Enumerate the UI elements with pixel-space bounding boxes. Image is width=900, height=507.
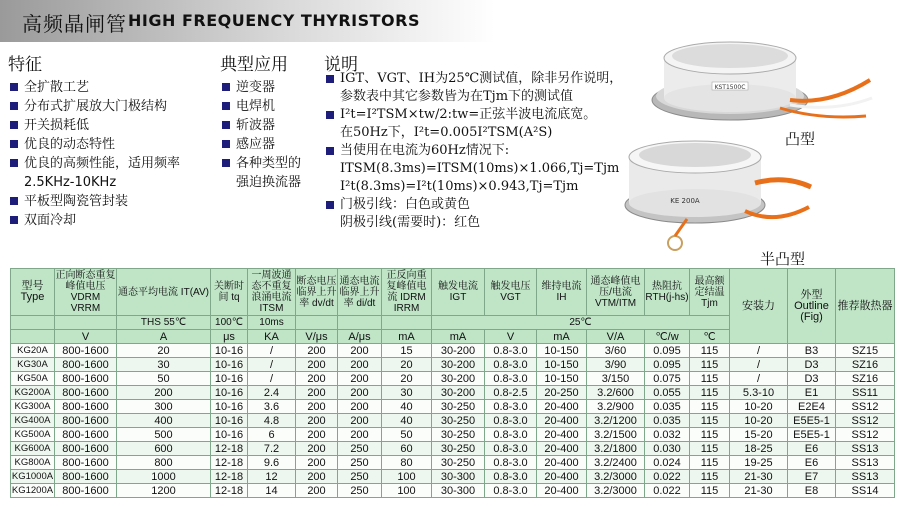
table-cell: 0.022	[645, 484, 690, 498]
column-header: 最高额定结温 Tjm	[690, 269, 730, 316]
column-header: 维持电流 IH	[537, 269, 587, 316]
table-cell: 12	[248, 470, 296, 484]
condition-cell: THS 55℃	[117, 316, 211, 330]
table-cell: 800-1600	[55, 358, 117, 372]
condition-cell	[55, 316, 117, 330]
note-line: ITSM(8.3ms)=ITSM(10ms)×1.066,Tj=Tjm	[340, 161, 620, 176]
table-cell: 250	[338, 484, 382, 498]
column-header: 一周波通态不重复浪涌电流 ITSM	[248, 269, 296, 316]
feature-item: 2.5KHz-10KHz	[24, 175, 117, 190]
column-header: 断态电压临界上升率 dv/dt	[296, 269, 338, 316]
table-cell: 30-300	[432, 484, 485, 498]
unit-cell: V/A	[587, 330, 645, 344]
table-cell: E2E4	[788, 400, 836, 414]
table-cell: 200	[296, 470, 338, 484]
table-cell: 30-250	[432, 428, 485, 442]
table-cell: 115	[690, 442, 730, 456]
unit-cell: A	[117, 330, 211, 344]
table-cell: 30-250	[432, 442, 485, 456]
table-cell: KG50A	[11, 372, 55, 386]
column-header: 安装力	[730, 269, 788, 344]
table-cell: 300	[117, 400, 211, 414]
unit-cell: V	[55, 330, 117, 344]
table-cell: 115	[690, 456, 730, 470]
features-title: 特征	[8, 55, 42, 75]
condition-cell	[338, 316, 382, 330]
table-cell: 0.8-3.0	[485, 442, 537, 456]
table-cell: 0.8-3.0	[485, 400, 537, 414]
table-cell: KG300A	[11, 400, 55, 414]
applications-title: 典型应用	[220, 55, 288, 75]
table-cell: 115	[690, 484, 730, 498]
table-cell: 10-16	[211, 358, 248, 372]
table-cell: 20-400	[537, 442, 587, 456]
table-cell: 3.2/3000	[587, 484, 645, 498]
unit-cell: V/μs	[296, 330, 338, 344]
table-cell: 1000	[117, 470, 211, 484]
table-cell: 3.2/1500	[587, 428, 645, 442]
table-cell: 200	[338, 344, 382, 358]
table-cell: 10-16	[211, 414, 248, 428]
table-row	[11, 358, 895, 372]
table-cell: 115	[690, 386, 730, 400]
semi-convex-thyristor-image	[615, 135, 815, 255]
table-cell: 0.095	[645, 358, 690, 372]
table-cell: 800-1600	[55, 372, 117, 386]
table-row	[11, 400, 895, 414]
table-row	[11, 484, 895, 498]
condition-cell: 100℃	[211, 316, 248, 330]
table-cell: 115	[690, 372, 730, 386]
table-cell: 800-1600	[55, 344, 117, 358]
applications-list	[220, 78, 301, 192]
table-cell: 30-250	[432, 456, 485, 470]
table-cell: 3.2/600	[587, 386, 645, 400]
table-cell: E7	[788, 470, 836, 484]
table-cell: KG1200A	[11, 484, 54, 496]
table-cell: KG20A	[11, 344, 55, 358]
table-row	[11, 470, 895, 484]
column-header: 触发电压 VGT	[485, 269, 537, 316]
notes-title: 说明	[324, 55, 358, 75]
table-cell: 115	[690, 470, 730, 484]
table-cell: SS12	[836, 414, 895, 428]
table-cell: SS13	[836, 456, 895, 470]
table-cell: 3.2/900	[587, 400, 645, 414]
table-cell: 200	[296, 414, 338, 428]
table-cell: 200	[338, 428, 382, 442]
page-title-en: HIGH FREQUENCY THYRISTORS	[128, 11, 420, 30]
table-cell: 4.8	[248, 414, 296, 428]
application-item: 感应器	[220, 135, 301, 154]
table-cell: 60	[382, 442, 432, 456]
table-cell: 80	[382, 456, 432, 470]
table-body	[11, 344, 895, 498]
table-cell: 30-200	[432, 386, 485, 400]
feature-item: 优良的动态特性	[8, 135, 180, 154]
unit-cell: mA	[537, 330, 587, 344]
unit-cell: μs	[211, 330, 248, 344]
table-cell: 800-1600	[55, 400, 117, 414]
table-cell: 20-400	[537, 484, 587, 498]
table-cell: 115	[690, 344, 730, 358]
column-header: 外型 Outline (Fig)	[788, 269, 836, 344]
table-cell: 200	[338, 386, 382, 400]
table-cell: 10-16	[211, 372, 248, 386]
table-cell: 40	[382, 400, 432, 414]
note-line: 门极引线：白色或黄色	[324, 196, 622, 214]
table-cell: 3/60	[587, 344, 645, 358]
table-cell: 800-1600	[55, 484, 117, 498]
table-cell: 200	[338, 400, 382, 414]
table-cell: 200	[296, 428, 338, 442]
note-line: IGT、VGT、IH为25℃测试值，除非另作说明，	[324, 70, 622, 88]
note-line: 当使用在电流为60Hz情况下:	[324, 142, 622, 160]
table-cell: 0.8-3.0	[485, 470, 537, 484]
table-cell: 15	[382, 344, 432, 358]
table-cell: 6	[248, 428, 296, 442]
table-cell: 200	[296, 442, 338, 456]
table-cell: 200	[296, 400, 338, 414]
condition-cell	[11, 316, 55, 330]
spec-table	[10, 268, 894, 498]
table-cell: 12-18	[211, 442, 248, 456]
table-cell: 14	[248, 484, 296, 498]
table-row	[11, 386, 895, 400]
table-cell: 20	[382, 358, 432, 372]
table-row	[11, 372, 895, 386]
table-cell: 0.8-3.0	[485, 428, 537, 442]
table-cell: 200	[296, 344, 338, 358]
table-cell: KG800A	[11, 456, 55, 470]
table-cell: 800-1600	[55, 428, 117, 442]
column-header: 正向断态重复峰值电压 VDRM VRRM	[55, 270, 116, 314]
table-cell: 0.8-3.0	[485, 484, 537, 498]
table-row	[11, 428, 895, 442]
table-cell: /	[730, 372, 788, 386]
table-cell: 500	[117, 428, 211, 442]
table-cell: SS13	[836, 470, 895, 484]
table-cell: KG30A	[11, 358, 55, 372]
table-cell: 0.8-2.5	[485, 386, 537, 400]
table-cell: 200	[296, 386, 338, 400]
table-cell: 19-25	[730, 456, 788, 470]
unit-cell	[11, 330, 55, 344]
table-cell: 0.035	[645, 414, 690, 428]
table-cell: E5E5-1	[788, 428, 836, 442]
feature-item: 优良的高频性能，适用频率	[8, 154, 180, 173]
table-cell: 800-1600	[55, 442, 117, 456]
notes-list	[324, 70, 622, 232]
table-cell: /	[248, 372, 296, 386]
table-cell: 0.8-3.0	[485, 372, 537, 386]
table-cell: 12-18	[211, 484, 248, 498]
table-cell: 30-200	[432, 372, 485, 386]
page-title-cn: 高频晶闸管	[22, 12, 127, 36]
table-cell: KG1000A	[11, 470, 54, 482]
table-cell: D3	[788, 358, 836, 372]
feature-item: 平板型陶瓷管封装	[8, 192, 180, 211]
table-cell: 20-400	[537, 470, 587, 484]
table-cell: 7.2	[248, 442, 296, 456]
table-cell: 250	[338, 456, 382, 470]
table-row	[11, 414, 895, 428]
table-cell: 0.055	[645, 386, 690, 400]
table-cell: 115	[690, 400, 730, 414]
table-cell: 20-400	[537, 414, 587, 428]
note-line: 阴极引线(需要时)：红色	[340, 215, 481, 230]
table-cell: 15-20	[730, 428, 788, 442]
table-cell: 3.2/3000	[587, 470, 645, 484]
table-cell: 10-150	[537, 358, 587, 372]
table-cell: D3	[788, 372, 836, 386]
unit-cell: mA	[382, 330, 432, 344]
table-cell: 20	[117, 344, 211, 358]
table-cell: 50	[117, 372, 211, 386]
table-cell: 250	[338, 442, 382, 456]
table-cell: 0.030	[645, 442, 690, 456]
table-cell: 115	[690, 414, 730, 428]
convex-marking: KST1500C	[714, 84, 746, 91]
table-cell: KG400A	[11, 414, 55, 428]
unit-cell: KA	[248, 330, 296, 344]
table-cell: /	[730, 344, 788, 358]
table-cell: 100	[382, 470, 432, 484]
table-cell: 800-1600	[55, 414, 117, 428]
table-cell: 0.035	[645, 400, 690, 414]
table-cell: 10-150	[537, 344, 587, 358]
table-cell: 200	[296, 372, 338, 386]
feature-item: 分布式扩展放大门极结构	[8, 97, 180, 116]
column-header: 关断时间 tq	[211, 269, 248, 316]
column-header: 触发电流 IGT	[432, 269, 485, 316]
table-cell: 12-18	[211, 456, 248, 470]
table-cell: 9.6	[248, 456, 296, 470]
table-cell: 10-16	[211, 344, 248, 358]
table-cell: 21-30	[730, 470, 788, 484]
table-row	[11, 442, 895, 456]
table-cell: 20-250	[537, 386, 587, 400]
table-cell: B3	[788, 344, 836, 358]
table-cell: E5E5-1	[788, 414, 836, 428]
table-cell: 18-25	[730, 442, 788, 456]
table-cell: 0.075	[645, 372, 690, 386]
unit-cell: A/μs	[338, 330, 382, 344]
table-cell: 0.8-3.0	[485, 344, 537, 358]
table-cell: 800-1600	[55, 470, 117, 484]
note-line: I²t=I²TSM×tw/2:tw=正弦半波电流底宽。	[324, 106, 622, 124]
table-cell: 0.095	[645, 344, 690, 358]
feature-item: 全扩散工艺	[8, 78, 180, 97]
table-cell: 30	[117, 358, 211, 372]
feature-item: 开关损耗低	[8, 116, 180, 135]
table-cell: 250	[338, 470, 382, 484]
table-cell: 800-1600	[55, 386, 117, 400]
table-cell: 12-18	[211, 470, 248, 484]
table-cell: E1	[788, 386, 836, 400]
table-cell: 200	[338, 358, 382, 372]
table-cell: 20-400	[537, 428, 587, 442]
table-cell: SZ16	[836, 372, 895, 386]
table-cell: 100	[382, 484, 432, 498]
table-cell: /	[248, 358, 296, 372]
column-header: 通态峰值电压/电流 VTM/ITM	[587, 269, 645, 316]
table-cell: KG200A	[11, 386, 55, 400]
table-cell: SS12	[836, 400, 895, 414]
table-cell: SZ16	[836, 358, 895, 372]
table-cell: 30-250	[432, 400, 485, 414]
table-cell: SS12	[836, 428, 895, 442]
column-header: 正反向重复峰值电流 IDRM IRRM	[382, 269, 432, 316]
table-cell: 115	[690, 358, 730, 372]
table-cell: 20-400	[537, 400, 587, 414]
table-cell: 20	[382, 372, 432, 386]
application-item: 电焊机	[220, 97, 301, 116]
semi-convex-label: 半凸型	[760, 250, 806, 268]
table-cell: 0.8-3.0	[485, 358, 537, 372]
condition-cell: 10ms	[248, 316, 296, 330]
application-item: 斩波器	[220, 116, 301, 135]
condition-cell	[382, 316, 432, 330]
table-cell: 2.4	[248, 386, 296, 400]
table-cell: 10-150	[537, 372, 587, 386]
table-cell: KG500A	[11, 428, 55, 442]
unit-cell: V	[485, 330, 537, 344]
table-cell: 20-400	[537, 456, 587, 470]
unit-cell: ℃	[690, 330, 730, 344]
table-cell: E6	[788, 442, 836, 456]
column-header: 推荐散热器	[836, 269, 895, 344]
column-header: 通态电流临界上升率 di/dt	[338, 269, 382, 316]
application-item: 强迫换流器	[236, 175, 302, 190]
table-cell: 10-16	[211, 428, 248, 442]
note-line: 参数表中其它参数皆为在Tjm下的测试值	[340, 89, 574, 104]
table-cell: 400	[117, 414, 211, 428]
table-cell: 200	[296, 456, 338, 470]
condition-cell: 25℃	[432, 316, 730, 330]
table-cell: 10-20	[730, 414, 788, 428]
convex-thyristor-image	[640, 20, 880, 140]
table-cell: KG600A	[11, 442, 55, 456]
table-cell: SZ15	[836, 344, 895, 358]
table-cell: 1200	[117, 484, 211, 498]
note-line: 在50Hz下，I²t=0.005I²TSM(A²S)	[340, 125, 553, 140]
table-cell: 800-1600	[55, 456, 117, 470]
table-cell: SS13	[836, 442, 895, 456]
unit-cell: mA	[432, 330, 485, 344]
convex-label: 凸型	[785, 130, 816, 148]
table-cell: E8	[788, 484, 836, 498]
table-cell: 30	[382, 386, 432, 400]
application-item: 各种类型的	[220, 154, 301, 173]
table-cell: 600	[117, 442, 211, 456]
column-header: 通态平均电流 IT(AV)	[117, 269, 211, 316]
application-item: 逆变器	[220, 78, 301, 97]
table-cell: 50	[382, 428, 432, 442]
column-header: 热阻抗 RTH(j-hs)	[645, 269, 690, 316]
table-cell: SS14	[836, 484, 895, 498]
table-cell: 0.8-3.0	[485, 456, 537, 470]
table-cell: 3/150	[587, 372, 645, 386]
table-header-row	[11, 269, 895, 316]
table-cell: 0.022	[645, 470, 690, 484]
note-line: I²t(8.3ms)=I²t(10ms)×0.943,Tj=Tjm	[340, 179, 579, 194]
table-cell: 200	[338, 414, 382, 428]
table-cell: 0.024	[645, 456, 690, 470]
semi-convex-marking: KE 200A	[670, 197, 700, 205]
table-cell: 200	[338, 372, 382, 386]
table-cell: 21-30	[730, 484, 788, 498]
table-cell: 40	[382, 414, 432, 428]
table-cell: 10-16	[211, 400, 248, 414]
table-cell: 3.2/1800	[587, 442, 645, 456]
features-list	[8, 78, 180, 230]
table-cell: SS11	[836, 386, 895, 400]
table-cell: /	[248, 344, 296, 358]
table-cell: 0.032	[645, 428, 690, 442]
feature-item: 双面冷却	[8, 211, 180, 230]
table-cell: E6	[788, 456, 836, 470]
table-cell: 10-16	[211, 386, 248, 400]
table-row	[11, 456, 895, 470]
table-cell: 3.6	[248, 400, 296, 414]
table-row	[11, 344, 895, 358]
table-cell: 0.8-3.0	[485, 414, 537, 428]
table-cell: 3.2/1200	[587, 414, 645, 428]
unit-cell: ℃/w	[645, 330, 690, 344]
table-cell: 3/90	[587, 358, 645, 372]
table-cell: 115	[690, 428, 730, 442]
table-cell: 5.3-10	[730, 386, 788, 400]
table-cell: 200	[296, 484, 338, 498]
table-cell: 30-300	[432, 470, 485, 484]
table-cell: 10-20	[730, 400, 788, 414]
table-cell: 3.2/2400	[587, 456, 645, 470]
column-header: 型号 Type	[11, 269, 55, 316]
table-cell: 30-200	[432, 358, 485, 372]
table-cell: 800	[117, 456, 211, 470]
table-cell: /	[730, 358, 788, 372]
table-cell: 30-200	[432, 344, 485, 358]
table-cell: 30-250	[432, 414, 485, 428]
table-cell: 200	[296, 358, 338, 372]
condition-cell	[296, 316, 338, 330]
table-cell: 200	[117, 386, 211, 400]
